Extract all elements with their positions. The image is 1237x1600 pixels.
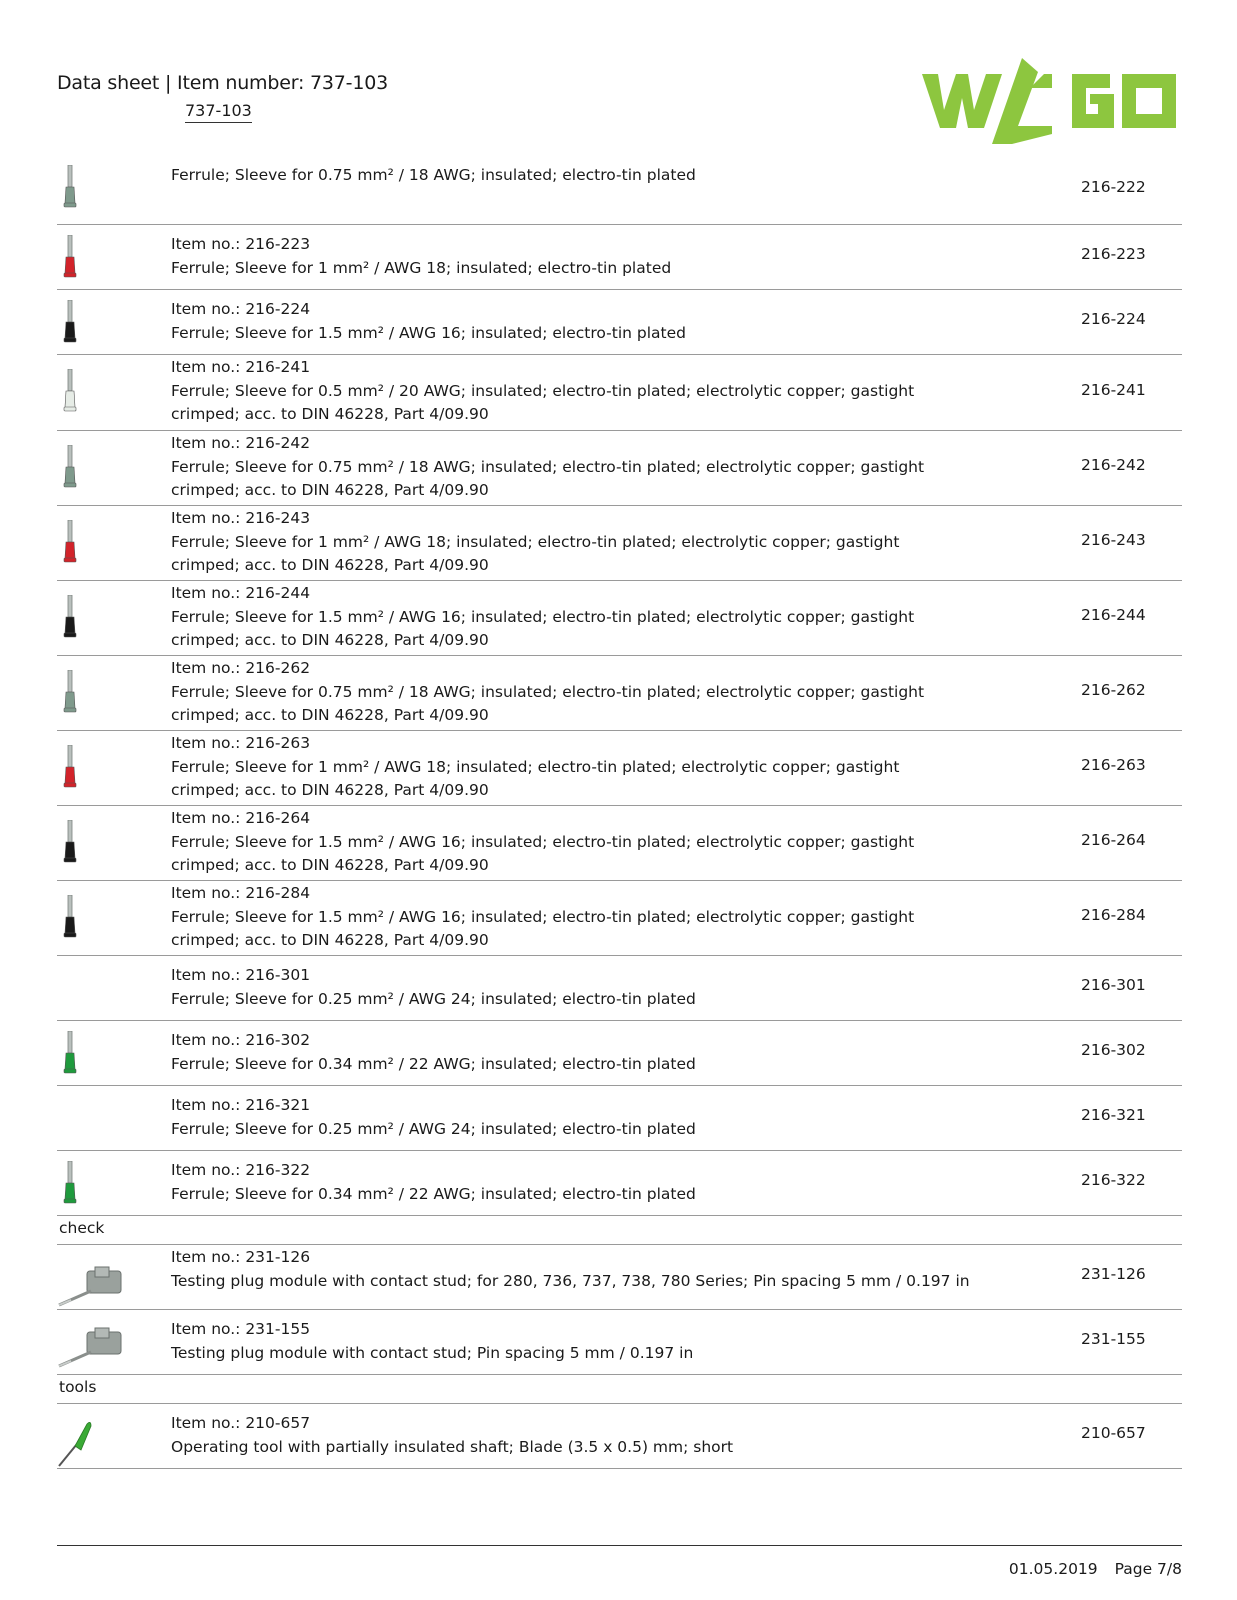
item-code[interactable]: 216-262 xyxy=(1081,681,1146,699)
item-number-label: Item no.: 216-243 xyxy=(171,509,311,527)
item-description: Ferrule; Sleeve for 1 mm² / AWG 18; insulated; electro-tin plated; electrolytic copper; gastight crimped; acc. to DIN 46228, Part 4/09.90 xyxy=(171,532,900,574)
item-number-label: Item no.: 231-155 xyxy=(171,1320,311,1338)
item-description: Ferrule; Sleeve for 0.5 mm² / 20 AWG; insulated; electro-tin plated; electrolytic copper; gastight crimped; acc. to DIN 46228, Part 4/09.90 xyxy=(171,381,915,423)
accessory-table xyxy=(57,155,1182,1469)
item-code[interactable]: 216-222 xyxy=(1081,178,1146,196)
item-number-label: Item no.: 231-126 xyxy=(171,1248,311,1266)
item-code[interactable]: 216-241 xyxy=(1081,381,1146,399)
item-description: Ferrule; Sleeve for 0.34 mm² / 22 AWG; insulated; electro-tin plated xyxy=(171,1054,696,1073)
item-number-label: Item no.: 216-224 xyxy=(171,300,311,318)
item-code[interactable]: 216-322 xyxy=(1081,1171,1146,1189)
item-description: Ferrule; Sleeve for 0.75 mm² / 18 AWG; insulated; electro-tin plated; electrolytic copper; gastight crimped; acc. to DIN 46228, Part 4/09.90 xyxy=(171,682,925,724)
item-code[interactable]: 216-224 xyxy=(1081,310,1146,328)
footer xyxy=(997,1560,1182,1578)
table-row xyxy=(57,1086,1182,1151)
item-number-label: Item no.: 216-302 xyxy=(171,1031,311,1049)
item-description: Ferrule; Sleeve for 1.5 mm² / AWG 16; insulated; electro-tin plated; electrolytic copper; gastight crimped; acc. to DIN 46228, Part 4/09.90 xyxy=(171,832,915,874)
table-row xyxy=(57,225,1182,290)
item-number-label: Item no.: 210-657 xyxy=(171,1414,311,1432)
page-title: Data sheet | Item number: 737-103 xyxy=(57,72,388,94)
table-row xyxy=(57,355,1182,431)
item-number-link[interactable]: 737-103 xyxy=(185,101,252,123)
item-code[interactable]: 231-126 xyxy=(1081,1265,1146,1283)
item-description: Ferrule; Sleeve for 0.25 mm² / AWG 24; insulated; electro-tin plated xyxy=(171,1119,696,1138)
wago-logo xyxy=(922,58,1176,144)
item-number-label: Item no.: 216-223 xyxy=(171,235,311,253)
item-code[interactable]: 216-301 xyxy=(1081,976,1146,994)
item-number-label: Item no.: 216-244 xyxy=(171,584,311,602)
item-code[interactable]: 210-657 xyxy=(1081,1424,1146,1442)
table-row xyxy=(57,1245,1182,1310)
item-code[interactable]: 216-264 xyxy=(1081,831,1146,849)
item-number-label: Item no.: 216-263 xyxy=(171,734,311,752)
item-number-label: Item no.: 216-241 xyxy=(171,358,311,376)
item-description: Testing plug module with contact stud; for 280, 736, 737, 738, 780 Series; Pin spacing 5 mm / 0.197 in xyxy=(171,1271,970,1290)
item-description: Ferrule; Sleeve for 1 mm² / AWG 18; insulated; electro-tin plated; electrolytic copper; gastight crimped; acc. to DIN 46228, Part 4/09.90 xyxy=(171,757,900,799)
section-label: check xyxy=(59,1219,105,1237)
item-description: Testing plug module with contact stud; Pin spacing 5 mm / 0.197 in xyxy=(171,1343,694,1362)
section-heading-check xyxy=(57,1216,1182,1245)
footer-date: 01.05.2019 xyxy=(1008,1560,1098,1578)
ferrule-gray-icon xyxy=(57,165,157,234)
table-row xyxy=(57,581,1182,656)
table-row xyxy=(57,731,1182,806)
item-description: Ferrule; Sleeve for 0.75 mm² / 18 AWG; insulated; electro-tin plated; electrolytic copper; gastight crimped; acc. to DIN 46228, Part 4/09.90 xyxy=(171,457,925,499)
item-number-label: Item no.: 216-284 xyxy=(171,884,311,902)
item-description: Ferrule; Sleeve for 0.34 mm² / 22 AWG; insulated; electro-tin plated xyxy=(171,1184,696,1203)
item-description: Ferrule; Sleeve for 1.5 mm² / AWG 16; insulated; electro-tin plated xyxy=(171,323,686,342)
item-code[interactable]: 216-244 xyxy=(1081,606,1146,624)
item-code[interactable]: 216-263 xyxy=(1081,756,1146,774)
item-number-label: Item no.: 216-301 xyxy=(171,966,311,984)
table-row xyxy=(57,1021,1182,1086)
item-description: Operating tool with partially insulated shaft; Blade (3.5 x 0.5) mm; short xyxy=(171,1437,734,1456)
table-row xyxy=(57,656,1182,731)
item-description: Ferrule; Sleeve for 1.5 mm² / AWG 16; insulated; electro-tin plated; electrolytic copper; gastight crimped; acc. to DIN 46228, Part 4/09.90 xyxy=(171,607,915,649)
footer-divider xyxy=(57,1545,1182,1546)
section-label: tools xyxy=(59,1378,97,1396)
table-row xyxy=(57,956,1182,1021)
table-row xyxy=(57,1310,1182,1375)
operating-tool-icon xyxy=(57,1414,157,1478)
item-code[interactable]: 216-321 xyxy=(1081,1106,1146,1124)
item-description: Ferrule; Sleeve for 0.75 mm² / 18 AWG; insulated; electro-tin plated xyxy=(171,166,696,184)
item-description: Ferrule; Sleeve for 1.5 mm² / AWG 16; insulated; electro-tin plated; electrolytic copper; gastight crimped; acc. to DIN 46228, Part 4/09.90 xyxy=(171,907,915,949)
item-number-label: Item no.: 216-242 xyxy=(171,434,311,452)
item-number-label: Item no.: 216-321 xyxy=(171,1096,311,1114)
table-row xyxy=(57,506,1182,581)
table-row xyxy=(57,881,1182,956)
item-number-label: Item no.: 216-262 xyxy=(171,659,311,677)
item-code[interactable]: 216-284 xyxy=(1081,906,1146,924)
item-number-label: Item no.: 216-264 xyxy=(171,809,311,827)
footer-page: Page 7/8 xyxy=(1114,1560,1182,1578)
item-description: Ferrule; Sleeve for 0.25 mm² / AWG 24; insulated; electro-tin plated xyxy=(171,989,696,1008)
table-row xyxy=(57,806,1182,881)
section-heading-tools xyxy=(57,1375,1182,1404)
item-code[interactable]: 216-243 xyxy=(1081,531,1146,549)
table-row xyxy=(57,431,1182,506)
item-description: Ferrule; Sleeve for 1 mm² / AWG 18; insulated; electro-tin plated xyxy=(171,258,672,277)
table-row xyxy=(57,290,1182,355)
item-code[interactable]: 216-302 xyxy=(1081,1041,1146,1059)
item-code[interactable]: 216-242 xyxy=(1081,456,1146,474)
item-code[interactable]: 216-223 xyxy=(1081,245,1146,263)
item-number-label: Item no.: 216-322 xyxy=(171,1161,311,1179)
table-row xyxy=(57,155,1182,225)
table-row xyxy=(57,1404,1182,1469)
item-code[interactable]: 231-155 xyxy=(1081,1330,1146,1348)
table-row xyxy=(57,1151,1182,1216)
